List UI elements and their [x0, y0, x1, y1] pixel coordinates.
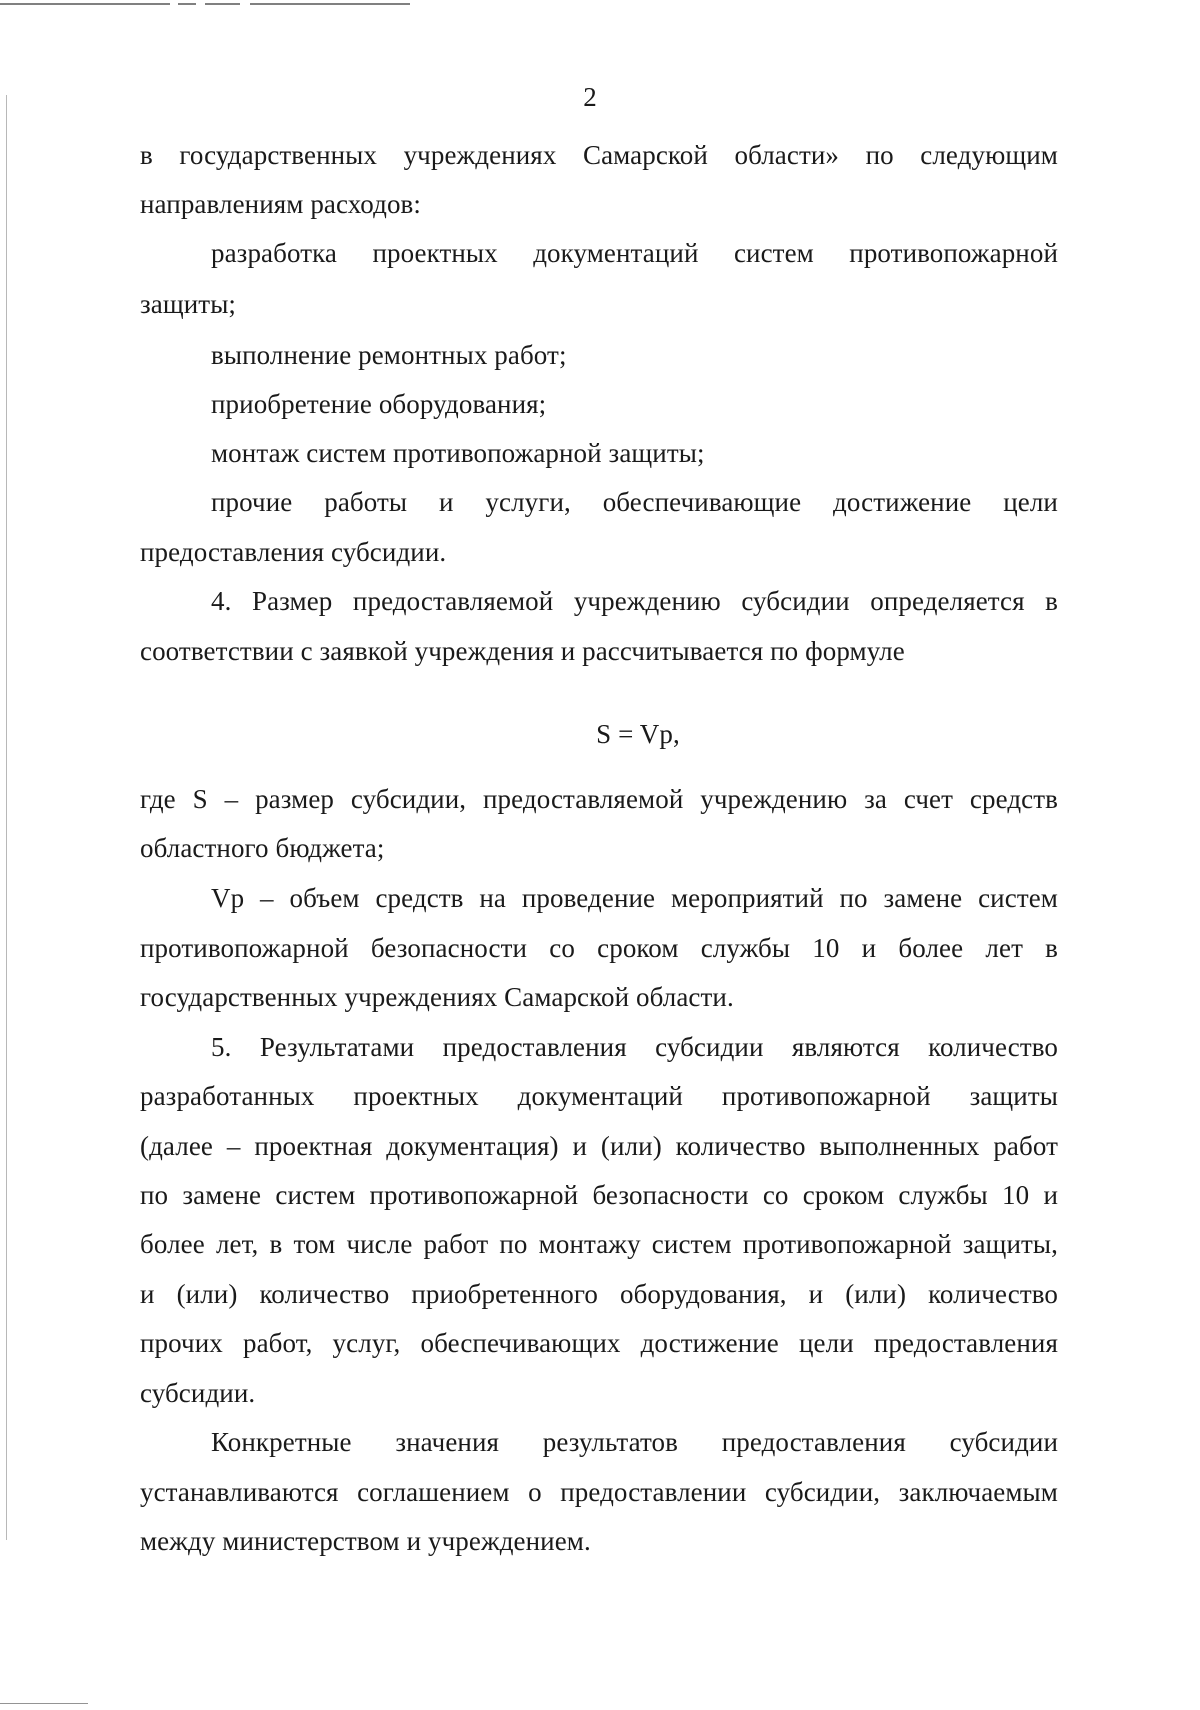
text-line: выполнение ремонтных работ;	[211, 340, 567, 370]
text-line: прочие работы и услуги, обеспечивающие достижение цели	[211, 487, 1058, 517]
text-line: разработанных проектных документаций противопожарной защиты	[140, 1081, 1058, 1111]
text-line: и (или) количество приобретенного оборудования, и (или) количество	[140, 1279, 1058, 1309]
page-number: 2	[583, 82, 597, 112]
text-line: противопожарной безопасности со сроком службы 10 и более лет в	[140, 933, 1058, 963]
text-line: приобретение оборудования;	[211, 389, 547, 419]
text-line: Vp – объем средств на проведение мероприятий по замене систем	[211, 883, 1058, 913]
text-line: субсидии.	[140, 1378, 256, 1408]
text-line: областного бюджета;	[140, 833, 385, 863]
scan-left-edge	[6, 95, 7, 1540]
text-line: устанавливаются соглашением о предоставлении субсидии, заключаемым	[140, 1477, 1058, 1507]
scan-bottom-rule	[0, 1703, 88, 1704]
text-line: между министерством и учреждением.	[140, 1526, 591, 1556]
text-line: (далее – проектная документация) и (или) количество выполненных работ	[140, 1131, 1058, 1161]
text-line: в государственных учреждениях Самарской области» по следующим	[140, 140, 1058, 170]
text-line: защиты;	[140, 289, 237, 319]
text-line: разработка проектных документаций систем противопожарной	[211, 238, 1058, 268]
text-line: соответствии с заявкой учреждения и рассчитывается по формуле	[140, 636, 905, 666]
text-line: государственных учреждениях Самарской области.	[140, 982, 734, 1012]
text-line: 5. Результатами предоставления субсидии являются количество	[211, 1032, 1058, 1062]
text-line: 4. Размер предоставляемой учреждению субсидии определяется в	[211, 586, 1058, 616]
text-line: предоставления субсидии.	[140, 537, 447, 567]
text-line: по замене систем противопожарной безопасности со сроком службы 10 и	[140, 1180, 1058, 1210]
scan-top-rule	[0, 3, 410, 5]
text-line: где S – размер субсидии, предоставляемой учреждению за счет средств	[140, 784, 1058, 814]
text-line: монтаж систем противопожарной защиты;	[211, 438, 705, 468]
text-line: прочих работ, услуг, обеспечивающих достижение цели предоставления	[140, 1328, 1058, 1358]
formula: S = Vp,	[596, 719, 680, 749]
text-line: направлениям расходов:	[140, 189, 422, 219]
text-line: Конкретные значения результатов предоставления субсидии	[211, 1427, 1058, 1457]
text-line: более лет, в том числе работ по монтажу систем противопожарной защиты,	[140, 1229, 1058, 1259]
